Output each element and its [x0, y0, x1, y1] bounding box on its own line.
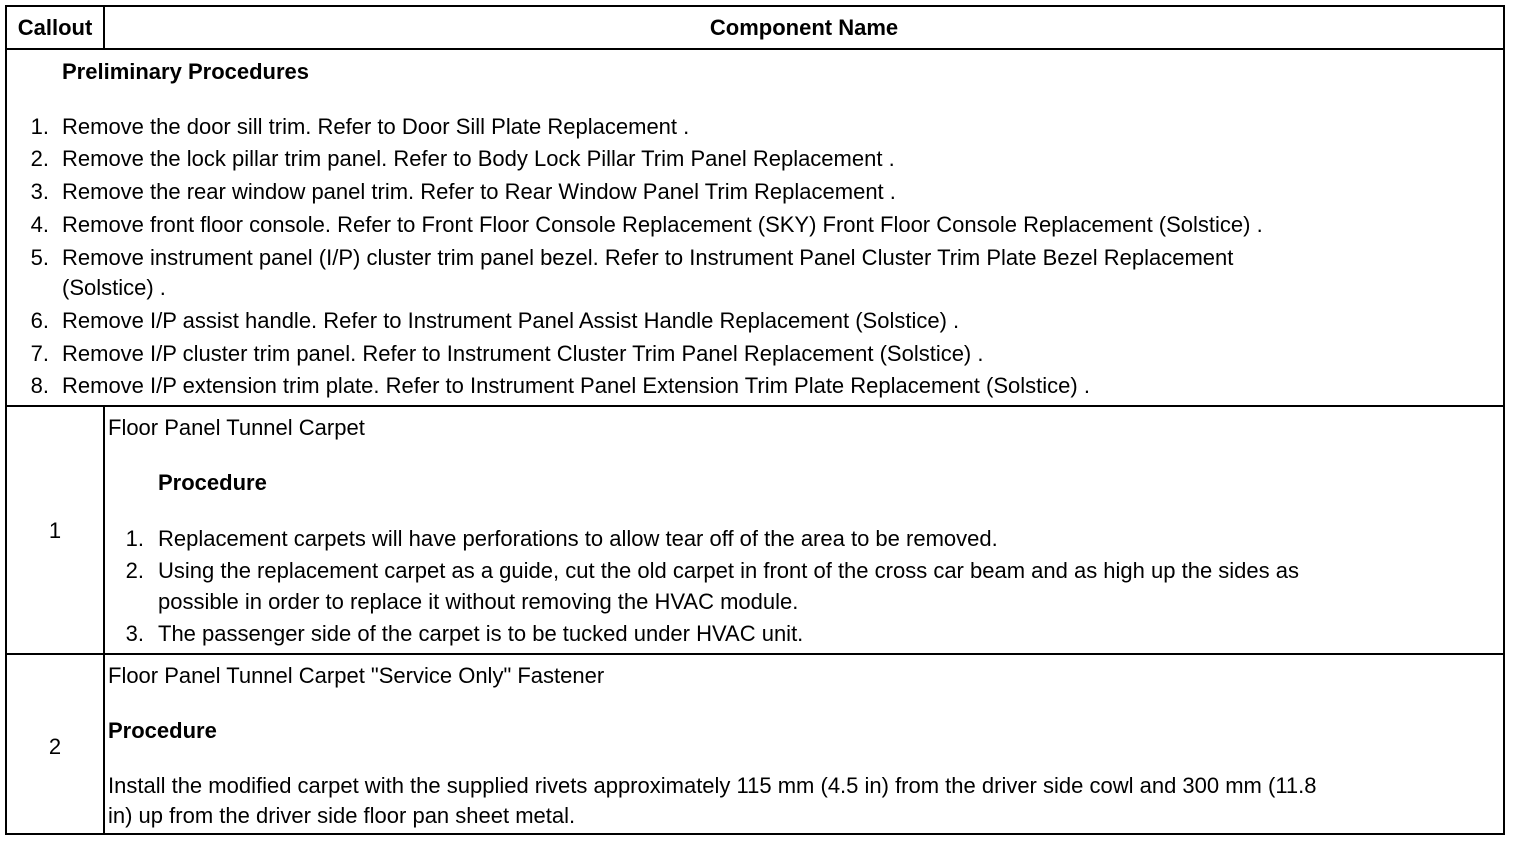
step-text: Using the replacement carpet as a guide, cut the old carpet in front of the cross car beam and as high up the sides as [158, 558, 1299, 583]
callout-column-header: Callout [17, 15, 93, 40]
section-rule [7, 405, 1503, 407]
step-number: 3. [30, 179, 49, 204]
step-text: Replacement carpets will have perforations to allow tear off of the area to be removed. [158, 526, 998, 551]
header-divider [103, 7, 105, 48]
callout-number: 2 [48, 734, 62, 759]
step-text: Remove the rear window panel trim. Refer to Rear Window Panel Trim Replacement . [62, 179, 896, 204]
step-text: Remove instrument panel (I/P) cluster trim panel bezel. Refer to Instrument Panel Cluster Trim Plate Bezel Replacement [62, 245, 1234, 270]
step-number: 7. [30, 341, 49, 366]
row-rule [7, 653, 1503, 655]
header-rule [7, 48, 1503, 50]
step-text-continued: possible in order to replace it without removing the HVAC module. [158, 589, 799, 614]
step-number: 1. [30, 114, 49, 139]
step-text: Remove the lock pillar trim panel. Refer to Body Lock Pillar Trim Panel Replacement . [62, 146, 895, 171]
component-name: Floor Panel Tunnel Carpet [108, 415, 365, 440]
preliminary-title: Preliminary Procedures [62, 59, 310, 84]
procedure-text-continued: in) up from the driver side floor pan sheet metal. [108, 803, 576, 828]
procedure-title: Procedure [158, 470, 267, 495]
procedure-title: Procedure [108, 718, 217, 743]
step-number: 1. [125, 526, 144, 551]
step-text: The passenger side of the carpet is to be tucked under HVAC unit. [158, 621, 804, 646]
step-number: 2. [30, 146, 49, 171]
step-text: Remove I/P assist handle. Refer to Instrument Panel Assist Handle Replacement (Solstice) . [62, 308, 960, 333]
procedure-text: Install the modified carpet with the supplied rivets approximately 115 mm (4.5 in) from the driver side cowl and 300 mm (11.8 [108, 773, 1317, 798]
callout-number: 1 [48, 518, 62, 543]
step-text: Remove the door sill trim. Refer to Door Sill Plate Replacement . [62, 114, 690, 139]
step-number: 6. [30, 308, 49, 333]
step-number: 3. [125, 621, 144, 646]
step-text-continued: (Solstice) . [62, 275, 166, 300]
component-name: Floor Panel Tunnel Carpet "Service Only" Fastener [108, 663, 605, 688]
procedure-table [5, 5, 1505, 835]
component-column-header: Component Name [709, 15, 899, 40]
step-number: 2. [125, 558, 144, 583]
step-number: 5. [30, 245, 49, 270]
step-text: Remove front floor console. Refer to Front Floor Console Replacement (SKY) Front Floor Console Replacement (Solstice) . [62, 212, 1263, 237]
step-number: 8. [30, 373, 49, 398]
callout-divider [103, 405, 105, 833]
step-number: 4. [30, 212, 49, 237]
step-text: Remove I/P extension trim plate. Refer to Instrument Panel Extension Trim Plate Replacement (Solstice) . [62, 373, 1090, 398]
step-text: Remove I/P cluster trim panel. Refer to Instrument Cluster Trim Panel Replacement (Solstice) . [62, 341, 984, 366]
